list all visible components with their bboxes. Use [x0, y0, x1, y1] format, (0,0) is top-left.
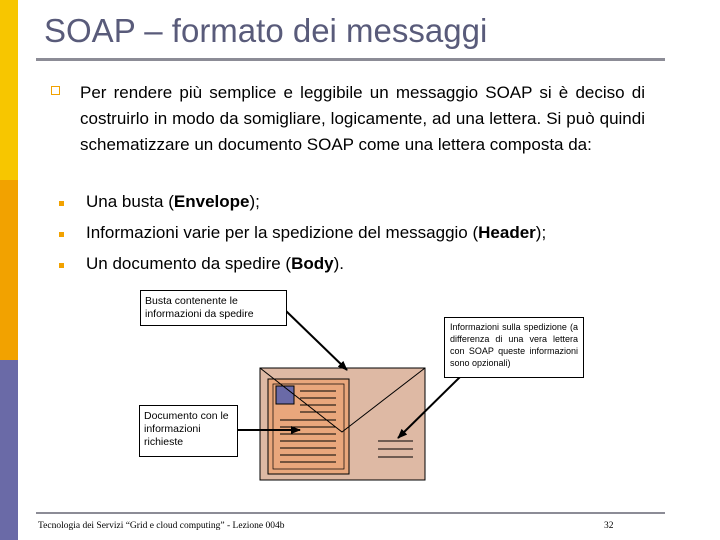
item-text: Una busta (: [86, 192, 174, 211]
item-keyword: Header: [478, 223, 536, 242]
footer-text: Tecnologia dei Servizi “Grid e cloud computing” - Lezione 004b: [38, 521, 285, 531]
intro-paragraph: Per rendere più semplice e leggibile un messaggio SOAP si è deciso di costruirlo in modo da somigliare, logicamente, ad una lettera. Si può quindi schematizzare un documento SOAP come una lettera composta da:: [80, 83, 645, 154]
item-text: );: [535, 223, 547, 242]
callout-body: Documento con le informazioni richieste: [139, 405, 238, 457]
item-keyword: Envelope: [173, 192, 250, 211]
footer-divider: [36, 512, 665, 514]
arrow-to-envelope: [285, 310, 347, 370]
item-text: Informazioni varie per la spedizione del messaggio (: [86, 223, 479, 242]
stamp-icon: [276, 386, 294, 404]
callout-envelope: Busta contenente le informazioni da spedire: [140, 290, 287, 326]
callout-header: Informazioni sulla spedizione (a differenza di una vera lettera con SOAP queste informazioni sono opzionali): [444, 317, 584, 378]
page-number: 32: [604, 521, 614, 531]
item-text: ).: [333, 254, 344, 273]
item-text: );: [249, 192, 260, 211]
item-keyword: Body: [291, 254, 334, 273]
item-text: Un documento da spedire (: [86, 254, 292, 273]
slide-title: SOAP – formato dei messaggi: [44, 12, 488, 49]
